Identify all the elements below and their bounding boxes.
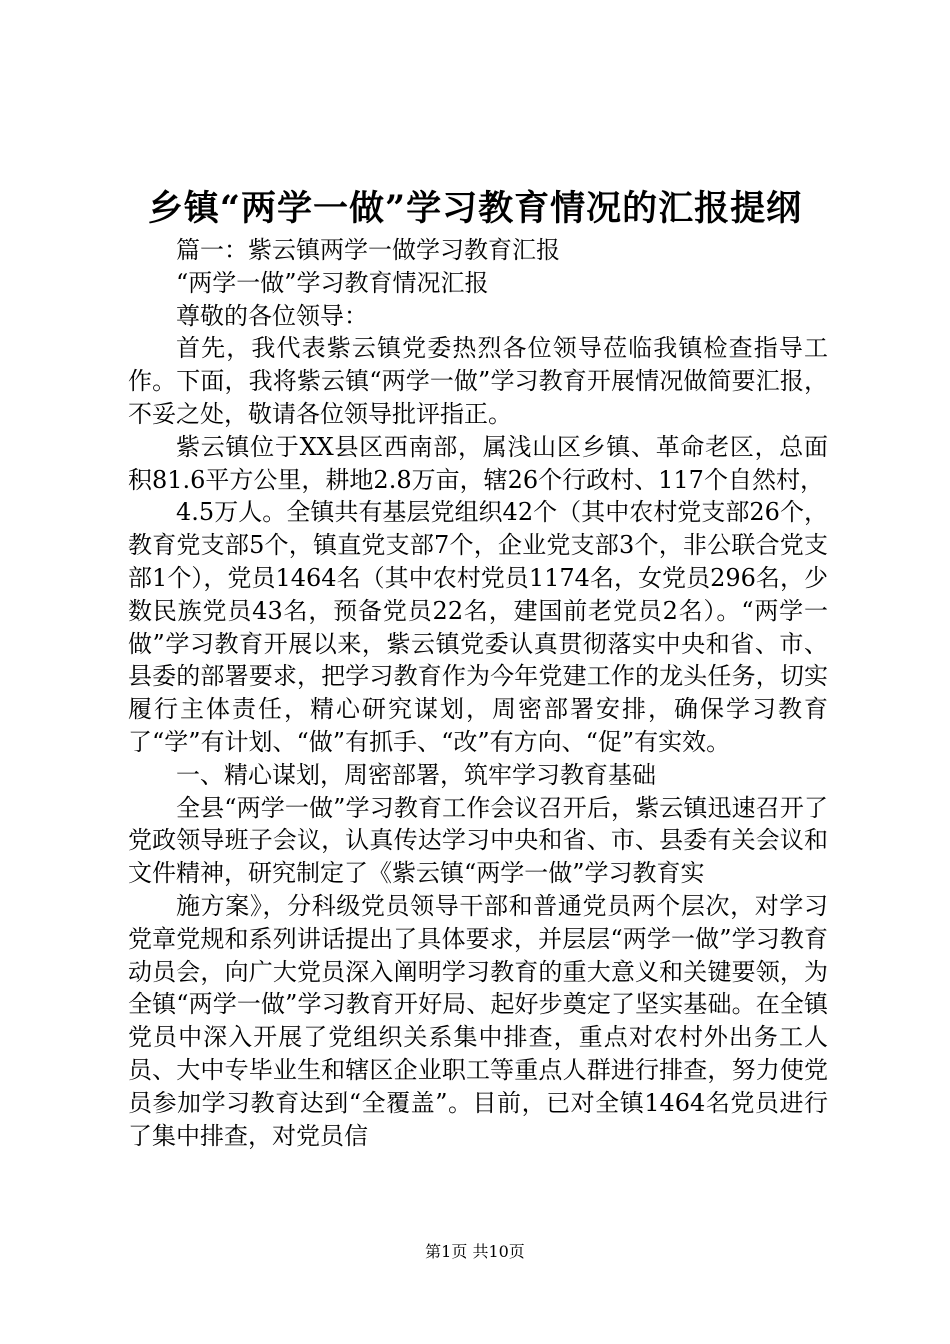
paragraph-3: 尊敬的各位领导： [176,301,368,330]
section-heading-1: 一、精心谋划，周密部署，筑牢学习教育基础 [176,760,656,789]
paragraph-2: “两学一做”学习教育情况汇报 [176,268,489,297]
paragraph-1: 篇一：紫云镇两学一做学习教育汇报 [176,236,560,264]
document-title: 乡镇“两学一做”学习教育情况的汇报提纲 [147,188,803,229]
page-footer [0,1242,950,1262]
paragraph-5: 紫云镇位于XX县区西南部，属浅山区乡镇、革命老区，总面积81.6平方公里，耕地2.8万亩，辖26个行政村、117个自然村， [128,432,828,494]
document-body [128,234,828,1152]
paragraph-6: 4.5万人。全镇共有基层党组织42个（其中农村党支部26个，教育党支部5个，镇直党支部7个，企业党支部3个，非公联合党支部1个），党员1464名（其中农村党员1174名，女党员296名，少数民族党员43名，预备党员22名，建国前老党员2名）。“两学一做”学习教育开展以来，紫云镇党委认真贯彻落实中央和省、市、县委的部署要求，把学习教育作为今年党建工作的龙头任务，切实履行主体责任，精心研究谋划，周密部署安排，确保学习教育了“学”有计划、“做”有抓手、“改”有方向、“促”有实效。 [128,498,828,756]
page-number: 第1页 共10页 [425,1242,525,1261]
paragraph-4: 首先，我代表紫云镇党委热烈各位领导莅临我镇检查指导工作。下面，我将紫云镇“两学一做”学习教育开展情况做简要汇报，不妥之处，敬请各位领导批评指正。 [128,334,828,428]
paragraph-8: 施方案》，分科级党员领导干部和普通党员两个层次，对学习党章党规和系列讲话提出了具体要求，并层层“两学一做”学习教育动员会，向广大党员深入阐明学习教育的重大意义和关键要领，为全镇“两学一做”学习教育开好局、起好步奠定了坚实基础。在全镇党员中深入开展了党组织关系集中排查，重点对农村外出务工人员、大中专毕业生和辖区企业职工等重点人群进行排查，努力使党员参加学习教育达到“全覆盖”。目前，已对全镇1464名党员进行了集中排查，对党员信 [128,891,828,1150]
paragraph-7: 全县“两学一做”学习教育工作会议召开后，紫云镇迅速召开了党政领导班子会议，认真传达学习中央和省、市、县委有关会议和文件精神，研究制定了《紫云镇“两学一做”学习教育实 [128,793,828,888]
